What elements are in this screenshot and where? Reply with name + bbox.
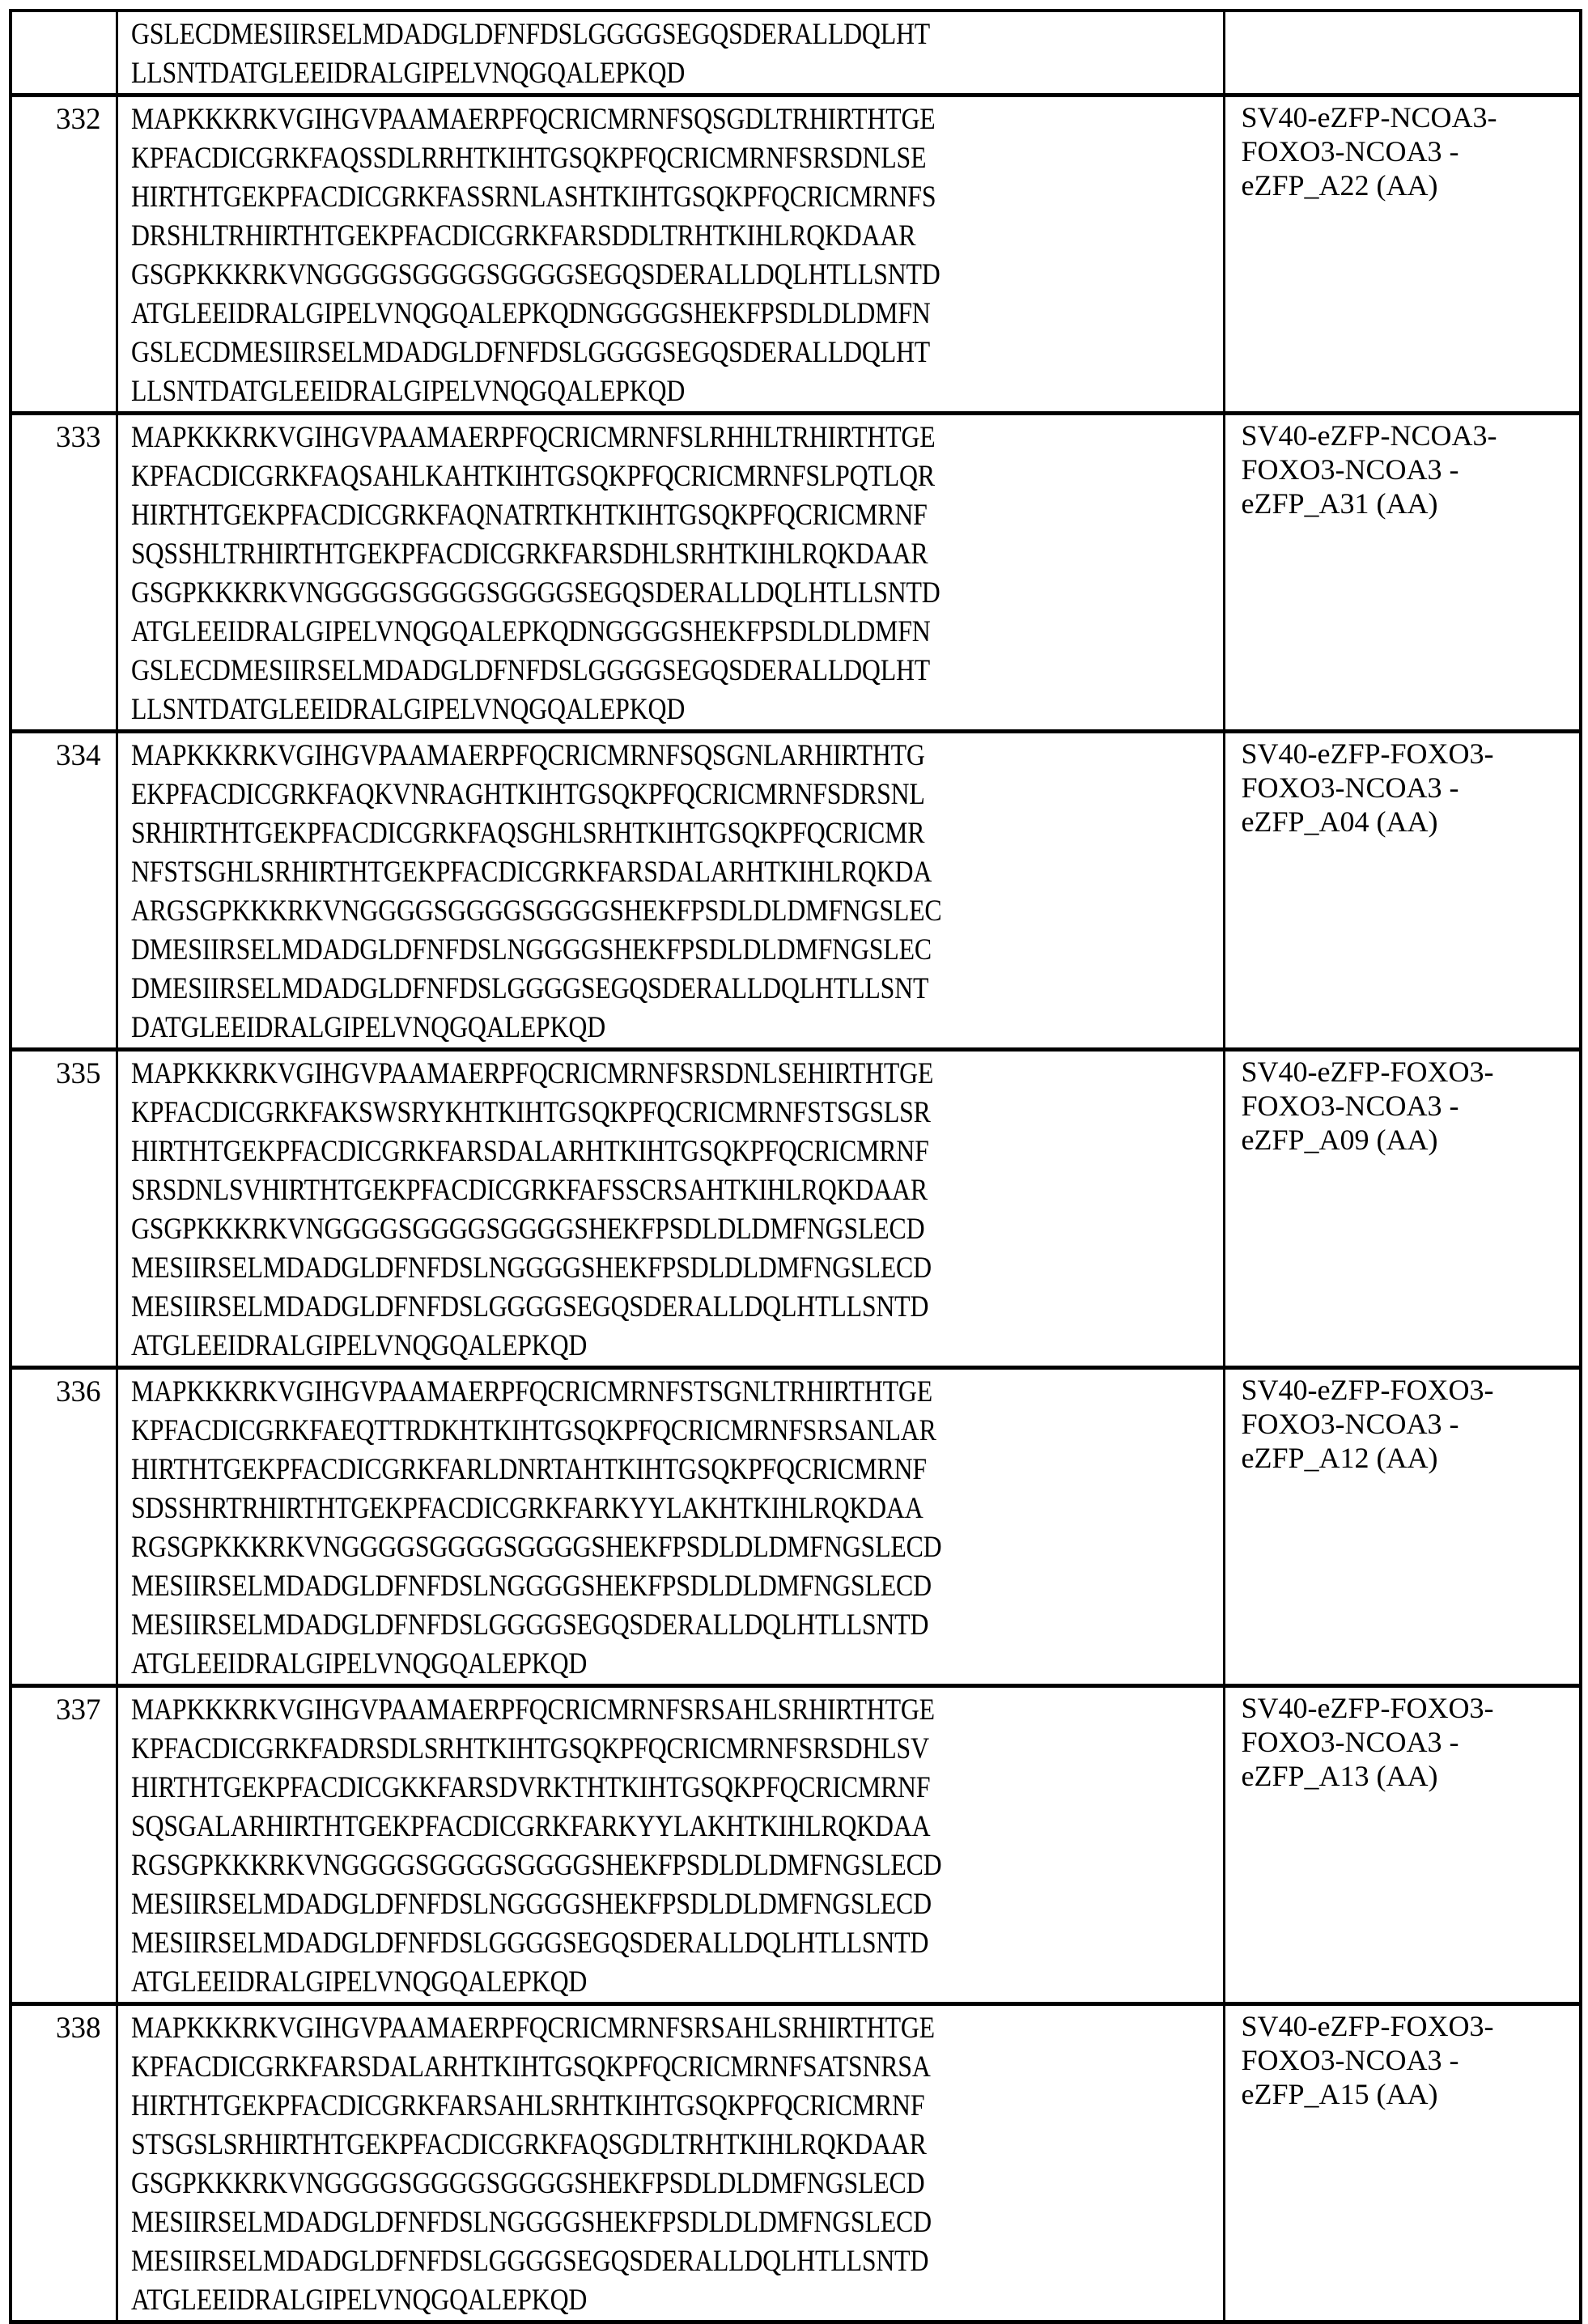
table-row [11,732,1581,1050]
description-line: SV40-eZFP-FOXO3- [1241,737,1494,770]
sequence-line: MESIIRSELMDADGLDFNFDSLGGGGSEGQSDERALLDQLHTLLSNTD [130,2245,928,2278]
sequence-line: MAPKKKRKVGIHGVPAAMAERPFQCRICMRNFSLRHHLTRHIRTHTGE [130,421,936,454]
sequence-line: KPFACDICGRKFADRSDLSRHTKIHTGSQKPFQCRICMRNFSRSDHLSV [130,1732,929,1765]
description-line: eZFP_A22 (AA) [1241,169,1438,202]
seq-id-cell: 335 [11,1050,117,1368]
sequence-line: LLSNTDATGLEEIDRALGIPELVNQGQALEPKQD [130,57,685,90]
sequence-line: SQSSHLTRHIRTHTGEKPFACDICGRKFARSDHLSRHTKIHLRQKDAAR [130,537,928,571]
sequence-line: DATGLEEIDRALGIPELVNQGQALEPKQD [130,1011,605,1044]
sequence-line: DMESIIRSELMDADGLDFNFDSLGGGGSEGQSDERALLDQLHTLLSNT [130,972,928,1005]
sequence-line: GSGPKKKRKVNGGGGSGGGGSGGGGSHEKFPSDLDLDMFNGSLECD [130,1213,924,1246]
sequence-cell [117,96,1224,414]
sequence-cell [117,1368,1224,1686]
description-cell [1224,1686,1581,2004]
sequence-line: MAPKKKRKVGIHGVPAAMAERPFQCRICMRNFSQSGNLARHIRTHTG [130,739,925,772]
description-line: FOXO3-NCOA3 - [1241,453,1459,486]
sequence-line: MESIIRSELMDADGLDFNFDSLGGGGSEGQSDERALLDQLHTLLSNTD [130,1608,928,1642]
description-line: SV40-eZFP-FOXO3- [1241,1056,1494,1088]
sequence-line: HIRTHTGEKPFACDICGRKFARSDALARHTKIHTGSQKPFQCRICMRNF [130,1135,929,1168]
sequence-line: HIRTHTGEKPFACDICGRKFASSRNLASHTKIHTGSQKPFQCRICMRNFS [130,181,936,214]
description-line: FOXO3-NCOA3 - [1241,1408,1459,1440]
description-line: SV40-eZFP-NCOA3- [1241,101,1497,134]
sequence-line: SRSDNLSVHIRTHTGEKPFACDICGRKFAFSSCRSAHTKIHLRQKDAAR [130,1174,928,1207]
sequence-line: KPFACDICGRKFARSDALARHTKIHTGSQKPFQCRICMRNFSATSNRSA [130,2050,931,2084]
sequence-line: ATGLEEIDRALGIPELVNQGQALEPKQD [130,1647,587,1680]
sequence-line: LLSNTDATGLEEIDRALGIPELVNQGQALEPKQD [130,693,685,726]
sequence-line: GSGPKKKRKVNGGGGSGGGGSGGGGSEGQSDERALLDQLHTLLSNTD [130,576,940,610]
sequence-table [9,9,1582,2324]
seq-id-cell: 336 [11,1368,117,1686]
sequence-line: RGSGPKKKRKVNGGGGSGGGGSGGGGSHEKFPSDLDLDMFNGSLECD [130,1849,941,1882]
description-line: FOXO3-NCOA3 - [1241,1090,1459,1122]
sequence-line: ATGLEEIDRALGIPELVNQGQALEPKQDNGGGGSHEKFPSDLDLDMFN [130,297,931,330]
table-row [11,414,1581,732]
sequence-line: GSLECDMESIIRSELMDADGLDFNFDSLGGGGSEGQSDERALLDQLHT [130,654,930,687]
sequence-cell [117,414,1224,732]
description-line: SV40-eZFP-FOXO3- [1241,1374,1494,1406]
sequence-line: MESIIRSELMDADGLDFNFDSLGGGGSEGQSDERALLDQLHTLLSNTD [130,1927,928,1960]
sequence-line: MESIIRSELMDADGLDFNFDSLNGGGGSHEKFPSDLDLDMFNGSLECD [130,1251,932,1285]
sequence-line: ATGLEEIDRALGIPELVNQGQALEPKQD [130,1965,587,1999]
table-row [11,2004,1581,2322]
description-line: eZFP_A15 (AA) [1241,2078,1438,2110]
sequence-cell [117,2004,1224,2322]
sequence-line: EKPFACDICGRKFAQKVNRAGHTKIHTGSQKPFQCRICMRNFSDRSNL [130,778,925,811]
table-row [11,1368,1581,1686]
sequence-line: SRHIRTHTGEKPFACDICGRKFAQSGHLSRHTKIHTGSQKPFQCRICMR [130,817,924,850]
sequence-line: HIRTHTGEKPFACDICGKKFARSDVRKTHTKIHTGSQKPFQCRICMRNF [130,1771,930,1804]
description-cell [1224,96,1581,414]
sequence-line: KPFACDICGRKFAQSSDLRRHTKIHTGSQKPFQCRICMRNFSRSDNLSE [130,142,926,175]
sequence-line: MESIIRSELMDADGLDFNFDSLNGGGGSHEKFPSDLDLDMFNGSLECD [130,1570,932,1603]
description-line: SV40-eZFP-FOXO3- [1241,1692,1494,1724]
seq-id-cell: 338 [11,2004,117,2322]
sequence-line: HIRTHTGEKPFACDICGRKFARLDNRTAHTKIHTGSQKPFQCRICMRNF [130,1453,927,1486]
sequence-line: SQSGALARHIRTHTGEKPFACDICGRKFARKYYLAKHTKIHLRQKDAA [130,1810,930,1843]
sequence-line: MAPKKKRKVGIHGVPAAMAERPFQCRICMRNFSQSGDLTRHIRTHTGE [130,103,936,136]
sequence-line: HIRTHTGEKPFACDICGRKFARSAHLSRHTKIHTGSQKPFQCRICMRNF [130,2089,924,2122]
seq-id-cell: 334 [11,732,117,1050]
description-line: eZFP_A13 (AA) [1241,1760,1438,1792]
sequence-line: KPFACDICGRKFAQSAHLKAHTKIHTGSQKPFQCRICMRNFSLPQTLQR [130,460,935,493]
description-line: SV40-eZFP-NCOA3- [1241,419,1497,452]
description-line: eZFP_A12 (AA) [1241,1442,1438,1474]
description-cell [1224,11,1581,96]
sequence-line: ATGLEEIDRALGIPELVNQGQALEPKQD [130,1329,587,1362]
sequence-line: MESIIRSELMDADGLDFNFDSLNGGGGSHEKFPSDLDLDMFNGSLECD [130,1888,932,1921]
sequence-line: KPFACDICGRKFAEQTTRDKHTKIHTGSQKPFQCRICMRNFSRSANLAR [130,1414,936,1447]
sequence-line: ATGLEEIDRALGIPELVNQGQALEPKQDNGGGGSHEKFPSDLDLDMFN [130,615,931,648]
sequence-line: SDSSHRTRHIRTHTGEKPFACDICGRKFARKYYLAKHTKIHLRQKDAA [130,1492,924,1525]
description-cell [1224,732,1581,1050]
description-cell [1224,1368,1581,1686]
sequence-cell [117,732,1224,1050]
sequence-line: LLSNTDATGLEEIDRALGIPELVNQGQALEPKQD [130,375,685,408]
sequence-line: DMESIIRSELMDADGLDFNFDSLNGGGGSHEKFPSDLDLDMFNGSLEC [130,933,932,967]
sequence-line: MAPKKKRKVGIHGVPAAMAERPFQCRICMRNFSRSDNLSEHIRTHTGE [130,1057,933,1090]
sequence-line: KPFACDICGRKFAKSWSRYKHTKIHTGSQKPFQCRICMRNFSTSGSLSR [130,1096,931,1129]
description-cell [1224,414,1581,732]
sequence-line: ARGSGPKKKRKVNGGGGSGGGGSGGGGSHEKFPSDLDLDMFNGSLEC [130,894,941,928]
sequence-line: GSGPKKKRKVNGGGGSGGGGSGGGGSHEKFPSDLDLDMFNGSLECD [130,2167,924,2200]
sequence-line: ATGLEEIDRALGIPELVNQGQALEPKQD [130,2284,587,2317]
table-row [11,1686,1581,2004]
sequence-line: MESIIRSELMDADGLDFNFDSLNGGGGSHEKFPSDLDLDMFNGSLECD [130,2206,932,2239]
sequence-line: DRSHLTRHIRTHTGEKPFACDICGRKFARSDDLTRHTKIHLRQKDAAR [130,219,915,253]
description-line: FOXO3-NCOA3 - [1241,1726,1459,1758]
seq-id-cell: 332 [11,96,117,414]
sequence-line: GSGPKKKRKVNGGGGSGGGGSGGGGSEGQSDERALLDQLHTLLSNTD [130,258,940,291]
sequence-line: GSLECDMESIIRSELMDADGLDFNFDSLGGGGSEGQSDERALLDQLHT [130,336,930,369]
description-line: FOXO3-NCOA3 - [1241,2044,1459,2076]
sequence-line: NFSTSGHLSRHIRTHTGEKPFACDICGRKFARSDALARHTKIHLRQKDA [130,856,932,889]
table-row [11,1050,1581,1368]
description-line: eZFP_A31 (AA) [1241,487,1438,520]
sequence-cell [117,1686,1224,2004]
description-line: FOXO3-NCOA3 - [1241,135,1459,168]
description-cell [1224,2004,1581,2322]
sequence-line: RGSGPKKKRKVNGGGGSGGGGSGGGGSHEKFPSDLDLDMFNGSLECD [130,1531,941,1564]
sequence-line: GSLECDMESIIRSELMDADGLDFNFDSLGGGGSEGQSDERALLDQLHT [130,18,930,51]
sequence-cell [117,11,1224,96]
sequence-line: HIRTHTGEKPFACDICGRKFAQNATRTKHTKIHTGSQKPFQCRICMRNF [130,499,928,532]
sequence-cell [117,1050,1224,1368]
description-cell [1224,1050,1581,1368]
description-line: eZFP_A04 (AA) [1241,805,1438,838]
table-row-continuation [11,11,1581,96]
seq-id-cell: 337 [11,1686,117,2004]
sequence-line: MESIIRSELMDADGLDFNFDSLGGGGSEGQSDERALLDQLHTLLSNTD [130,1290,928,1323]
table-row [11,96,1581,414]
sequence-line: MAPKKKRKVGIHGVPAAMAERPFQCRICMRNFSTSGNLTRHIRTHTGE [130,1375,932,1408]
description-line: eZFP_A09 (AA) [1241,1124,1438,1156]
description-line: SV40-eZFP-FOXO3- [1241,2010,1494,2042]
sequence-line: MAPKKKRKVGIHGVPAAMAERPFQCRICMRNFSRSAHLSRHIRTHTGE [130,2012,935,2045]
seq-id-cell [11,11,117,96]
sequence-line: MAPKKKRKVGIHGVPAAMAERPFQCRICMRNFSRSAHLSRHIRTHTGE [130,1693,935,1727]
description-line: FOXO3-NCOA3 - [1241,771,1459,804]
seq-id-cell: 333 [11,414,117,732]
sequence-line: STSGSLSRHIRTHTGEKPFACDICGRKFAQSGDLTRHTKIHLRQKDAAR [130,2128,927,2161]
